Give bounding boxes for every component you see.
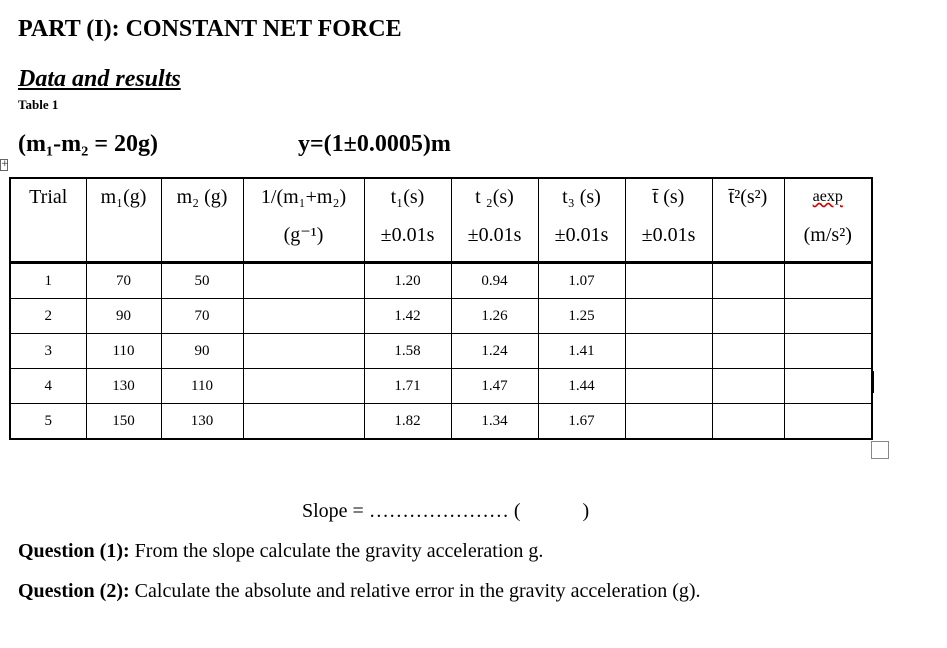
cell-inverse-mass[interactable] [243,334,364,369]
slope-label: Slope = ………………… ( [302,500,521,522]
cell-m2[interactable]: 130 [161,404,243,440]
cell-t1[interactable]: 1.71 [364,369,451,404]
header-t-squared[interactable]: t̄²(s²) [712,178,784,263]
cell-t3[interactable]: 1.44 [538,369,625,404]
slope-line [302,500,589,523]
cell-m2[interactable]: 90 [161,334,243,369]
header-m1[interactable]: m₁(g) [86,178,161,263]
cell-t3[interactable]: 1.25 [538,299,625,334]
cell-inverse-mass[interactable] [243,404,364,440]
table-move-handle-icon[interactable]: + [1,159,9,169]
table-header-row [10,178,872,263]
question-1-text: From the slope calculate the gravity acceleration g. [129,540,544,562]
cell-trial[interactable]: 5 [10,404,86,440]
question-2-label: Question (2): [18,580,130,602]
cell-t2[interactable]: 1.26 [451,299,538,334]
cell-t3[interactable]: 1.67 [538,404,625,440]
table-row [10,263,872,299]
cell-trial[interactable]: 1 [10,263,86,299]
cell-a-exp[interactable] [784,299,872,334]
cell-inverse-mass[interactable] [243,369,364,404]
header-a-exp[interactable]: aexp (m/s²) [784,178,872,263]
cell-trial[interactable]: 4 [10,369,86,404]
cell-t2[interactable]: 1.24 [451,334,538,369]
table-row [10,299,872,334]
cell-m2[interactable]: 70 [161,299,243,334]
cell-m2[interactable]: 110 [161,369,243,404]
height-value: y=(1±0.0005)m [298,131,451,157]
header-inverse-mass[interactable]: 1/(m₁+m₂) (g⁻¹) [243,178,364,263]
cell-a-exp[interactable] [784,369,872,404]
slope-unit-close: ) [582,500,590,522]
part-title: PART (I): CONSTANT NET FORCE [18,16,402,42]
table-resize-handle-icon[interactable] [871,441,889,459]
cell-t2[interactable]: 1.47 [451,369,538,404]
cell-t1[interactable]: 1.42 [364,299,451,334]
header-m2[interactable]: m₂ (g) [161,178,243,263]
cell-t1[interactable]: 1.20 [364,263,451,299]
cell-t2[interactable]: 1.34 [451,404,538,440]
cell-t-average[interactable] [625,263,712,299]
cell-t-average[interactable] [625,369,712,404]
cell-t-squared[interactable] [712,334,784,369]
results-table [9,177,873,440]
cell-m2[interactable]: 50 [161,263,243,299]
cell-m1[interactable]: 70 [86,263,161,299]
text-cursor [872,371,874,393]
cell-m1[interactable]: 130 [86,369,161,404]
cell-m1[interactable]: 90 [86,299,161,334]
cell-t-average[interactable] [625,404,712,440]
cell-t-average[interactable] [625,334,712,369]
cell-t1[interactable]: 1.58 [364,334,451,369]
cell-m1[interactable]: 110 [86,334,161,369]
header-t-average[interactable]: t̄ (s) ±0.01s [625,178,712,263]
table-label: Table 1 [18,97,59,112]
cell-inverse-mass[interactable] [243,263,364,299]
cell-t-squared[interactable] [712,404,784,440]
cell-t3[interactable]: 1.07 [538,263,625,299]
section-title: Data and results [18,66,181,92]
mass-difference: (m₁-m₂ = 20g) [18,131,159,157]
cell-a-exp[interactable] [784,334,872,369]
header-t3[interactable]: t₃ (s) ±0.01s [538,178,625,263]
cell-m1[interactable]: 150 [86,404,161,440]
question-1 [18,540,543,563]
cell-trial[interactable]: 3 [10,334,86,369]
table-row [10,369,872,404]
cell-t-squared[interactable] [712,299,784,334]
question-1-label: Question (1): [18,540,130,562]
cell-a-exp[interactable] [784,404,872,440]
cell-a-exp[interactable] [784,263,872,299]
cell-t1[interactable]: 1.82 [364,404,451,440]
cell-inverse-mass[interactable] [243,299,364,334]
table-row [10,404,872,440]
cell-t2[interactable]: 0.94 [451,263,538,299]
cell-t3[interactable]: 1.41 [538,334,625,369]
question-2 [18,580,701,603]
header-trial[interactable]: Trial [10,178,86,263]
table-row [10,334,872,369]
header-t2[interactable]: t ₂(s) ±0.01s [451,178,538,263]
question-2-text: Calculate the absolute and relative error in the gravity acceleration (g). [129,580,701,602]
cell-t-squared[interactable] [712,369,784,404]
cell-t-squared[interactable] [712,263,784,299]
header-t1[interactable]: t₁(s) ±0.01s [364,178,451,263]
cell-t-average[interactable] [625,299,712,334]
cell-trial[interactable]: 2 [10,299,86,334]
